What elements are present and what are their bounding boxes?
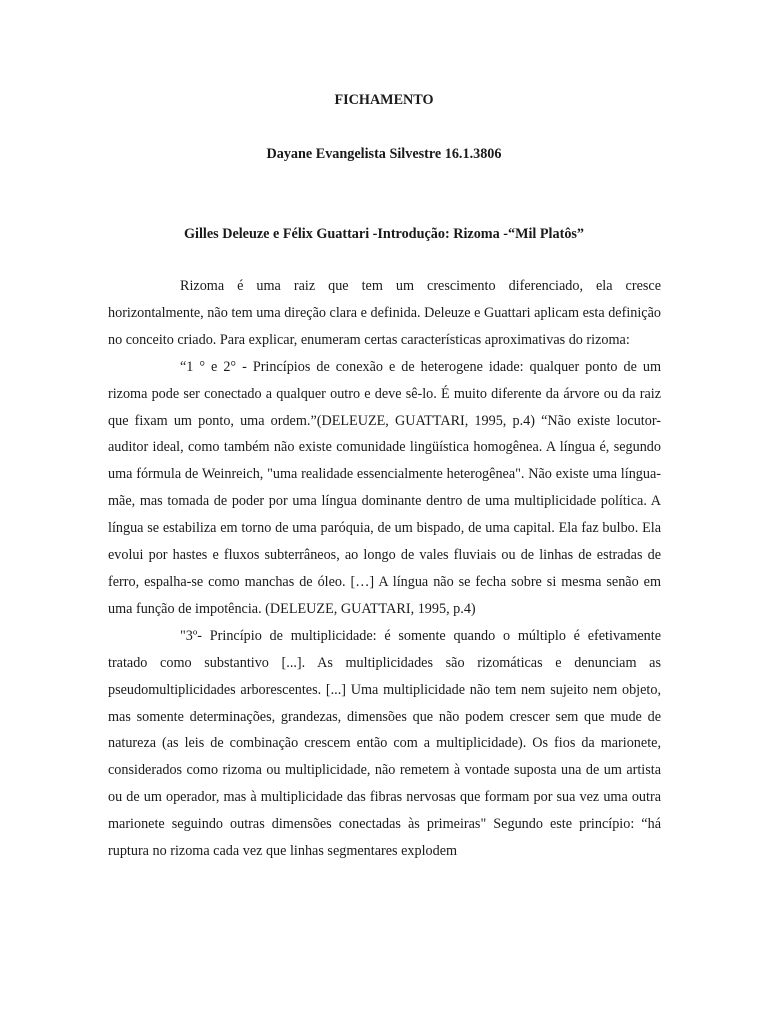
document-body bbox=[108, 273, 661, 865]
work-reference: Gilles Deleuze e Félix Guattari -Introdução: Rizoma -“Mil Platôs” bbox=[183, 226, 585, 242]
paragraph-principle-3: "3º- Princípio de multiplicidade: é somente quando o múltiplo é efetivamente tratado como substantivo [...]. As multiplicidades são rizomáticas e denunciam as pseudomultiplicidades arborescentes. [...] Uma multiplicidade não tem nem sujeito nem objeto, mas somente determinações, grandezas, dimensões que não podem crescer sem que mude de natureza (as leis de combinação crescem então com a multiplicidade). Os fios da marionete, considerados como rizoma ou multiplicidade, não remetem à vontade suposta una de um artista ou de um operador, mas à multiplicidade das fibras nervosas que formam por sua vez uma outra marionete seguindo outras dimensões conectadas às primeiras" Segundo este princípio: “há ruptura no rizoma cada vez que linhas segmentares explodem bbox=[108, 627, 661, 860]
author-line: Dayane Evangelista Silvestre 16.1.3806 bbox=[266, 146, 502, 162]
paragraph-intro: Rizoma é uma raiz que tem um crescimento diferenciado, ela cresce horizontalmente, não tem uma direção clara e definida. Deleuze e Guattari aplicam esta definição no conceito criado. Para explicar, enumeram certas características aproximativas do rizoma: bbox=[108, 278, 661, 348]
document-title: FICHAMENTO bbox=[334, 92, 434, 108]
paragraph-principles-1-2: “1 ° e 2° - Princípios de conexão e de heterogene idade: qualquer ponto de um rizoma pode ser conectado a qualquer outro e deve sê-lo. É muito diferente da árvore ou da raiz que fixam um ponto, uma ordem.”(DELEUZE, GUATTARI, 1995, p.4) “Não existe locutor-auditor ideal, como também não existe comunidade lingüística homogênea. A língua é, segundo uma fórmula de Weinreich, "uma realidade essencialmente heterogênea". Não existe uma língua-mãe, mas tomada de poder por uma língua dominante dentro de uma multiplicidade política. A língua se estabiliza em torno de uma paróquia, de um bispado, de uma capital. Ela faz bulbo. Ela evolui por hastes e fluxos subterrâneos, ao longo de vales fluviais ou de linhas de estradas de ferro, espalha-se como manchas de óleo. […] A língua não se fecha sobre si mesma senão em uma função de impotência. (DELEUZE, GUATTARI, 1995, p.4) bbox=[108, 358, 661, 617]
